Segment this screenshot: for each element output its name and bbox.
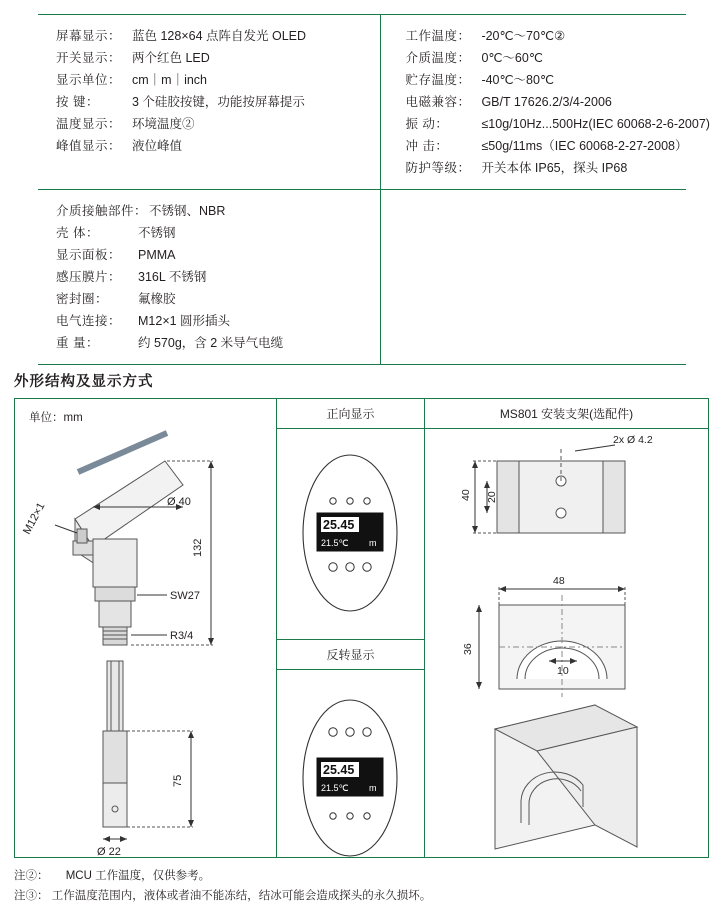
spec-label: 感压膜片： bbox=[56, 270, 122, 284]
spec-item bbox=[56, 332, 380, 354]
footnote-3 bbox=[14, 886, 431, 906]
spec-value: PMMA bbox=[138, 248, 176, 262]
spec-value: 液位峰值 bbox=[132, 139, 183, 153]
footnote-2 bbox=[14, 866, 431, 886]
spec-label: 电气连接： bbox=[56, 314, 122, 328]
spec-item bbox=[56, 135, 380, 157]
spec-label: 显示面板： bbox=[56, 248, 122, 262]
bracket-drawing bbox=[425, 429, 706, 856]
spec-item bbox=[405, 157, 686, 179]
spec-value: 约 570g，含 2 米导气电缆 bbox=[138, 336, 284, 350]
spec-label: 冲 击： bbox=[405, 139, 449, 153]
reverse-display-body bbox=[277, 670, 424, 882]
spec-label: 介质温度： bbox=[405, 51, 471, 65]
display-temp: 21.5℃ bbox=[321, 538, 349, 548]
display-unit: m bbox=[369, 783, 377, 793]
dim-wrench-sw27: SW27 bbox=[170, 590, 200, 602]
display-value: 25.45 bbox=[323, 518, 355, 532]
spec-item bbox=[56, 47, 380, 69]
spec-label: 峰值显示： bbox=[56, 139, 122, 153]
spec-label: 贮存温度： bbox=[405, 73, 471, 87]
spec-value: cm｜m｜inch bbox=[132, 73, 208, 87]
dim-probe-diameter-22: Ø 22 bbox=[97, 846, 121, 857]
spec-item bbox=[405, 91, 686, 113]
footnote-2-text: MCU 工作温度，仅供参考。 bbox=[65, 870, 211, 882]
spec-label: 开关显示： bbox=[56, 51, 122, 65]
dim-height-132: 132 bbox=[192, 538, 204, 557]
dim-thread-m12: M12×1 bbox=[21, 500, 48, 537]
spec-item bbox=[56, 69, 380, 91]
spec-label: 介质接触部件： bbox=[56, 204, 148, 218]
dim-thread-r34: R3/4 bbox=[170, 630, 194, 642]
spec-item bbox=[56, 91, 380, 113]
spec-item bbox=[56, 288, 380, 310]
spec-value: 不锈钢、NBR bbox=[149, 204, 226, 218]
dim-bracket-w10: 10 bbox=[557, 665, 569, 677]
spec-value: -20℃～70℃② bbox=[481, 29, 566, 43]
spec-row-bottom bbox=[38, 190, 686, 364]
dim-bracket-holes: 2x Ø 4.2 bbox=[613, 434, 653, 446]
dim-diameter-40: Ø 40 bbox=[167, 496, 191, 508]
spec-cell-empty bbox=[381, 190, 686, 364]
forward-display-figure bbox=[277, 429, 423, 639]
spec-label: 防护等级： bbox=[405, 161, 471, 175]
spec-value: 0℃～60℃ bbox=[481, 51, 543, 65]
drawing-block bbox=[14, 398, 709, 858]
reverse-display-title: 反转显示 bbox=[277, 640, 424, 670]
spec-label: 重 量： bbox=[56, 336, 99, 350]
specification-table bbox=[38, 14, 710, 365]
spec-label: 温度显示： bbox=[56, 117, 122, 131]
footnotes bbox=[14, 866, 431, 906]
dim-probe-length-75: 75 bbox=[172, 774, 184, 787]
spec-row-top bbox=[38, 15, 710, 190]
sensor-outline-drawing bbox=[15, 399, 277, 857]
dim-bracket-h20: 20 bbox=[486, 491, 498, 503]
bracket-title: MS801 安装支架(选配件) bbox=[425, 399, 708, 429]
dim-bracket-w48: 48 bbox=[553, 575, 565, 587]
footnote-3-key: 注③： bbox=[14, 890, 49, 902]
bracket-body bbox=[425, 429, 708, 856]
spec-label: 密封圈： bbox=[56, 292, 109, 306]
dim-bracket-h40: 40 bbox=[460, 489, 472, 501]
spec-value: GB/T 17626.2/3/4-2006 bbox=[481, 95, 612, 109]
spec-label: 振 动： bbox=[405, 117, 449, 131]
spec-value: ≤50g/11ms（IEC 60068-2-27-2008） bbox=[481, 139, 688, 153]
display-unit: m bbox=[369, 538, 377, 548]
unit-label: 单位：mm bbox=[29, 412, 83, 424]
spec-label: 电磁兼容： bbox=[405, 95, 471, 109]
display-value: 25.45 bbox=[323, 763, 355, 777]
spec-cell-materials bbox=[38, 190, 381, 364]
spec-item bbox=[56, 113, 380, 135]
spec-value: M12×1 圆形插头 bbox=[138, 314, 231, 328]
spec-label: 显示单位： bbox=[56, 73, 122, 87]
spec-item bbox=[405, 47, 686, 69]
spec-value: 不锈钢 bbox=[138, 226, 176, 240]
spec-value: 316L 不锈钢 bbox=[138, 270, 207, 284]
forward-display-body bbox=[277, 429, 424, 640]
bracket-panel bbox=[425, 399, 708, 857]
spec-item bbox=[405, 135, 686, 157]
spec-item bbox=[56, 266, 380, 288]
spec-item bbox=[405, 25, 686, 47]
spec-value: 两个红色 LED bbox=[132, 51, 210, 65]
spec-item bbox=[56, 310, 380, 332]
spec-value: 氟橡胶 bbox=[138, 292, 176, 306]
spec-value: 开关本体 IP65，探头 IP68 bbox=[481, 161, 628, 175]
spec-cell-display bbox=[38, 15, 381, 189]
spec-value: 3 个硅胶按键，功能按屏幕提示 bbox=[132, 95, 305, 109]
footnote-2-key: 注②： bbox=[14, 870, 49, 882]
spec-item bbox=[405, 69, 686, 91]
display-mode-panel bbox=[277, 399, 425, 857]
spec-label: 屏幕显示： bbox=[56, 29, 122, 43]
spec-value: -40℃～80℃ bbox=[481, 73, 554, 87]
spec-label: 壳 体： bbox=[56, 226, 99, 240]
spec-item bbox=[56, 200, 380, 222]
spec-item bbox=[405, 113, 710, 135]
dimension-drawing-panel bbox=[15, 399, 277, 857]
footnote-3-text: 工作温度范围内，液体或者油不能冻结，结冰可能会造成探头的永久损坏。 bbox=[51, 890, 432, 902]
forward-display-title: 正向显示 bbox=[277, 399, 424, 429]
spec-value: 环境温度② bbox=[132, 117, 195, 131]
spec-cell-environment bbox=[381, 15, 710, 189]
spec-item bbox=[56, 244, 380, 266]
section-title: 外形结构及显示方式 bbox=[14, 374, 154, 390]
reverse-display-figure bbox=[277, 670, 423, 882]
spec-label: 按 键： bbox=[56, 95, 99, 109]
spec-value: ≤10g/10Hz...500Hz(IEC 60068-2-6-2007) bbox=[481, 117, 710, 131]
spec-value: 蓝色 128×64 点阵自发光 OLED bbox=[132, 29, 307, 43]
spec-label: 工作温度： bbox=[405, 29, 471, 43]
dim-bracket-h36: 36 bbox=[462, 643, 474, 655]
spec-item bbox=[56, 25, 380, 47]
spec-item bbox=[56, 222, 380, 244]
display-temp: 21.5℃ bbox=[321, 783, 349, 793]
